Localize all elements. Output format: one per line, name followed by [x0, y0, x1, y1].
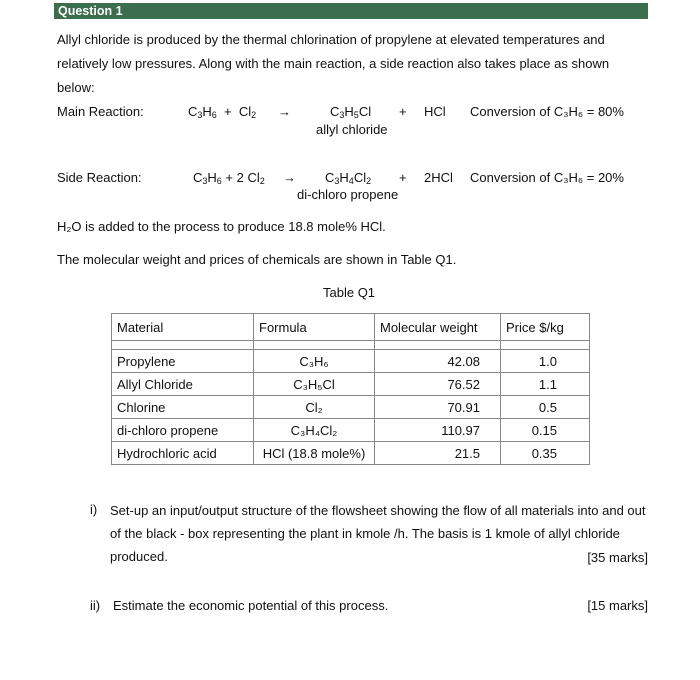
- side-reaction-arrow: →: [283, 170, 296, 185]
- intro-paragraph: Allyl chloride is produced by the thermal chlorination of propylene at elevated temperatures and relatively low pressures. Along with the main reaction, a side reaction also takes place as shown below:: [57, 32, 610, 95]
- question-1-marks: [35 marks]: [587, 550, 648, 565]
- side-reaction-plus: +: [399, 170, 407, 185]
- main-reaction-reactants: $C_3H_6 + Cl_2$: [188, 104, 257, 120]
- side-reaction-reactants: $C_3H_6 + 2$ $Cl_2$: [193, 170, 265, 186]
- main-reaction-product-label: allyl chloride: [316, 122, 388, 137]
- question-2-number: ii): [90, 598, 101, 613]
- cell-molecular-weight: 21.5: [375, 442, 501, 465]
- question-header: Question 1: [54, 3, 648, 19]
- cell-molecular-weight: 70.91: [375, 396, 501, 419]
- materials-table: [111, 313, 590, 465]
- cell-material: Allyl Chloride: [112, 373, 254, 396]
- table-header-row: [112, 314, 590, 341]
- table-row: [112, 396, 590, 419]
- table-row: [112, 350, 590, 373]
- side-reaction-byproduct: 2HCl: [424, 170, 453, 185]
- question-2-marks: [15 marks]: [587, 598, 648, 613]
- cell-price: 1.1: [501, 373, 590, 396]
- question-1-number: i): [90, 502, 98, 517]
- cell-material: Chlorine: [112, 396, 254, 419]
- main-reaction-product-formula: $C_3H_5Cl$: [330, 104, 372, 120]
- table-row: [112, 419, 590, 442]
- cell-price: 1.0: [501, 350, 590, 373]
- table-row: [112, 373, 590, 396]
- cell-formula: HCl (18.8 mole%): [254, 442, 375, 465]
- cell-price: 0.5: [501, 396, 590, 419]
- water-note: H₂O is added to the process to produce 18.8 mole% HCl.: [57, 219, 386, 234]
- question-2-text: Estimate the economic potential of this process.: [113, 598, 389, 613]
- cell-formula: C₃H₆: [254, 350, 375, 373]
- col-header-formula: Formula: [254, 314, 375, 341]
- cell-formula: C₃H₄Cl₂: [254, 419, 375, 442]
- col-header-molecular-weight: Molecular weight: [375, 314, 501, 341]
- side-reaction-product-label: di-chloro propene: [297, 187, 399, 202]
- side-reaction-product-formula: $C_3H_4Cl_2$: [325, 170, 372, 186]
- side-reaction-label: Side Reaction:: [57, 170, 142, 185]
- cell-molecular-weight: 110.97: [375, 419, 501, 442]
- main-reaction-plus: +: [399, 104, 407, 119]
- table-row: [112, 442, 590, 465]
- cell-formula: C₃H₅Cl: [254, 373, 375, 396]
- table-intro: The molecular weight and prices of chemicals are shown in Table Q1.: [57, 252, 457, 267]
- main-reaction-label: Main Reaction:: [57, 104, 144, 119]
- col-header-material: Material: [112, 314, 254, 341]
- side-reaction-conversion: Conversion of C₃H₆ = 20%: [470, 170, 624, 185]
- main-reaction-conversion: Conversion of C₃H₆ = 80%: [470, 104, 624, 119]
- question-1-text: Set-up an input/output structure of the flowsheet showing the flow of all materials into and out of the black - box representing the plant in kmole /h. The basis is 1 kmole of allyl chloride produced.: [110, 503, 646, 564]
- table-caption: Table Q1: [323, 285, 376, 300]
- cell-material: Propylene: [112, 350, 254, 373]
- main-reaction-byproduct: HCl: [424, 104, 446, 119]
- cell-material: di-chloro propene: [112, 419, 254, 442]
- col-header-price: Price $/kg: [501, 314, 590, 341]
- cell-material: Hydrochloric acid: [112, 442, 254, 465]
- cell-formula: Cl₂: [254, 396, 375, 419]
- main-reaction-arrow: →: [278, 104, 291, 119]
- cell-molecular-weight: 42.08: [375, 350, 501, 373]
- cell-price: 0.15: [501, 419, 590, 442]
- cell-price: 0.35: [501, 442, 590, 465]
- cell-molecular-weight: 76.52: [375, 373, 501, 396]
